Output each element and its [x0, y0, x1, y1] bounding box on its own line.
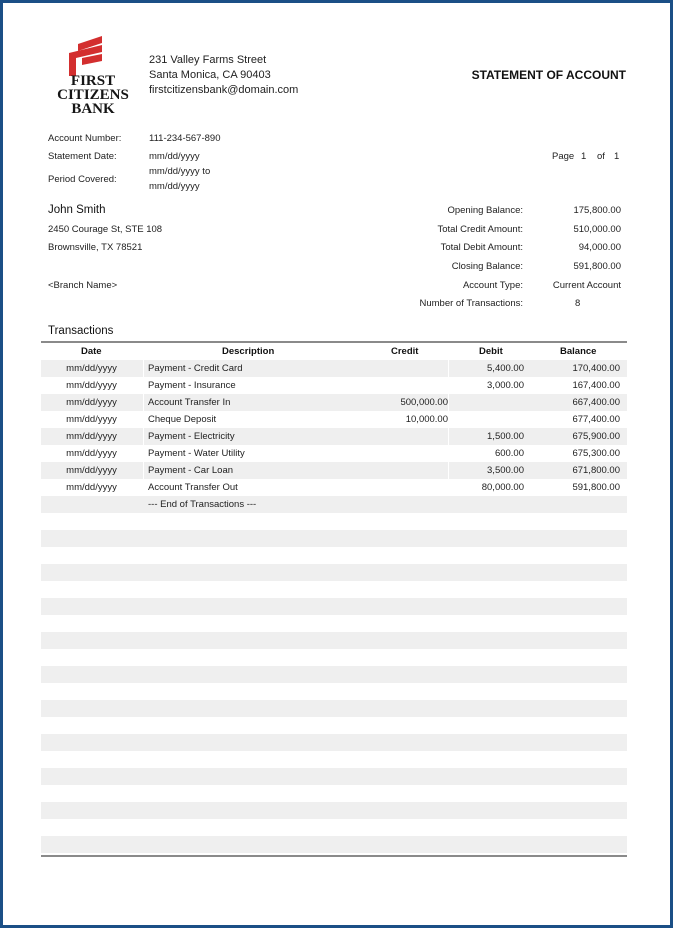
logo-word-citizens: CITIZENS — [57, 87, 129, 103]
period-covered-line1: mm/dd/yyyy to — [149, 166, 211, 177]
bank-logo-flag-icon — [52, 36, 134, 78]
account-number-label: Account Number: — [48, 133, 122, 144]
customer-name: John Smith — [48, 204, 106, 216]
cell-description: Account Transfer Out — [148, 482, 238, 493]
page-current: 1 — [581, 151, 587, 162]
cell-debit: 3,000.00 — [487, 380, 524, 391]
cell-description: Payment - Car Loan — [148, 465, 234, 476]
cell-balance: 675,300.00 — [572, 448, 620, 459]
cell-description: Payment - Insurance — [148, 380, 236, 391]
empty-row — [41, 802, 627, 819]
cell-date: mm/dd/yyyy — [66, 431, 117, 442]
summary-label: Account Type: — [462, 280, 523, 291]
cell-date: mm/dd/yyyy — [66, 397, 117, 408]
page-label: Page — [552, 151, 575, 162]
end-of-transactions-text: --- End of Transactions --- — [148, 499, 257, 510]
bank-email: firstcitizensbank@domain.com — [149, 84, 299, 96]
summary-value: 591,800.00 — [573, 261, 621, 272]
empty-row — [41, 768, 627, 785]
summary-value: 94,000.00 — [578, 242, 621, 253]
table-row — [41, 360, 627, 377]
cell-credit: 500,000.00 — [400, 397, 448, 408]
table-row — [41, 445, 627, 462]
header-date: Date — [81, 346, 102, 357]
customer-street: 2450 Courage St, STE 108 — [48, 224, 163, 235]
logo-word-first: FIRST — [70, 73, 116, 89]
cell-balance: 667,400.00 — [572, 397, 620, 408]
cell-description: Payment - Electricity — [148, 431, 235, 442]
empty-row — [41, 700, 627, 717]
summary-label: Total Debit Amount: — [440, 242, 523, 253]
cell-debit: 600.00 — [494, 448, 524, 459]
cell-balance: 677,400.00 — [572, 414, 620, 425]
summary-label: Number of Transactions: — [419, 298, 523, 309]
table-row — [41, 411, 627, 428]
table-row — [41, 394, 627, 411]
header-debit: Debit — [479, 346, 503, 357]
bank-address-line1: 231 Valley Farms Street — [149, 54, 267, 66]
cell-balance: 170,400.00 — [572, 363, 620, 374]
cell-debit: 1,500.00 — [487, 431, 524, 442]
logo-word-bank: BANK — [71, 101, 115, 117]
table-bottom-rule — [41, 855, 627, 857]
cell-date: mm/dd/yyyy — [66, 414, 117, 425]
cell-balance: 675,900.00 — [572, 431, 620, 442]
header-description: Description — [222, 346, 275, 357]
cell-description: Cheque Deposit — [148, 414, 217, 425]
bank-logo — [52, 36, 134, 118]
summary-label: Total Credit Amount: — [437, 224, 523, 235]
cell-debit: 5,400.00 — [487, 363, 524, 374]
page-of-label: of — [597, 151, 605, 162]
summary-label: Opening Balance: — [447, 205, 523, 216]
cell-balance: 167,400.00 — [572, 380, 620, 391]
cell-date: mm/dd/yyyy — [66, 363, 117, 374]
empty-row — [41, 530, 627, 547]
statement-date-label: Statement Date: — [48, 151, 117, 162]
cell-balance: 591,800.00 — [572, 482, 620, 493]
cell-date: mm/dd/yyyy — [66, 465, 117, 476]
transactions-table — [41, 341, 627, 513]
cell-description: Payment - Water Utility — [148, 448, 245, 459]
empty-row — [41, 666, 627, 683]
cell-date: mm/dd/yyyy — [66, 482, 117, 493]
table-header — [41, 343, 627, 360]
cell-description: Payment - Credit Card — [148, 363, 243, 374]
summary-value: 175,800.00 — [573, 205, 621, 216]
empty-row — [41, 598, 627, 615]
empty-row — [41, 632, 627, 649]
empty-row — [41, 734, 627, 751]
statement-date-value: mm/dd/yyyy — [149, 151, 200, 162]
cell-balance: 671,800.00 — [572, 465, 620, 476]
cell-debit: 3,500.00 — [487, 465, 524, 476]
table-row — [41, 479, 627, 496]
document-title: STATEMENT OF ACCOUNT — [471, 68, 626, 82]
account-number-value: 111-234-567-890 — [149, 133, 221, 144]
cell-debit: 80,000.00 — [481, 482, 524, 493]
empty-row — [41, 836, 627, 853]
summary-label: Closing Balance: — [451, 261, 523, 272]
table-row — [41, 462, 627, 479]
summary-value: 510,000.00 — [573, 224, 621, 235]
summary-value: 8 — [575, 298, 581, 309]
cell-credit: 10,000.00 — [405, 414, 448, 425]
cell-date: mm/dd/yyyy — [66, 380, 117, 391]
empty-row — [41, 564, 627, 581]
table-row — [41, 377, 627, 394]
bank-address-line2: Santa Monica, CA 90403 — [149, 69, 271, 81]
period-covered-label: Period Covered: — [48, 174, 117, 185]
summary-value: Current Account — [552, 280, 621, 291]
cell-description: Account Transfer In — [148, 397, 231, 408]
transactions-title: Transactions — [48, 325, 114, 337]
header-credit: Credit — [391, 346, 419, 357]
end-of-transactions-row — [41, 496, 627, 513]
cell-date: mm/dd/yyyy — [66, 448, 117, 459]
branch-name: <Branch Name> — [48, 280, 118, 291]
period-covered-line2: mm/dd/yyyy — [149, 181, 200, 192]
table-row — [41, 428, 627, 445]
customer-city: Brownsville, TX 78521 — [48, 242, 143, 253]
header-balance: Balance — [560, 346, 597, 357]
page-total: 1 — [614, 151, 620, 162]
